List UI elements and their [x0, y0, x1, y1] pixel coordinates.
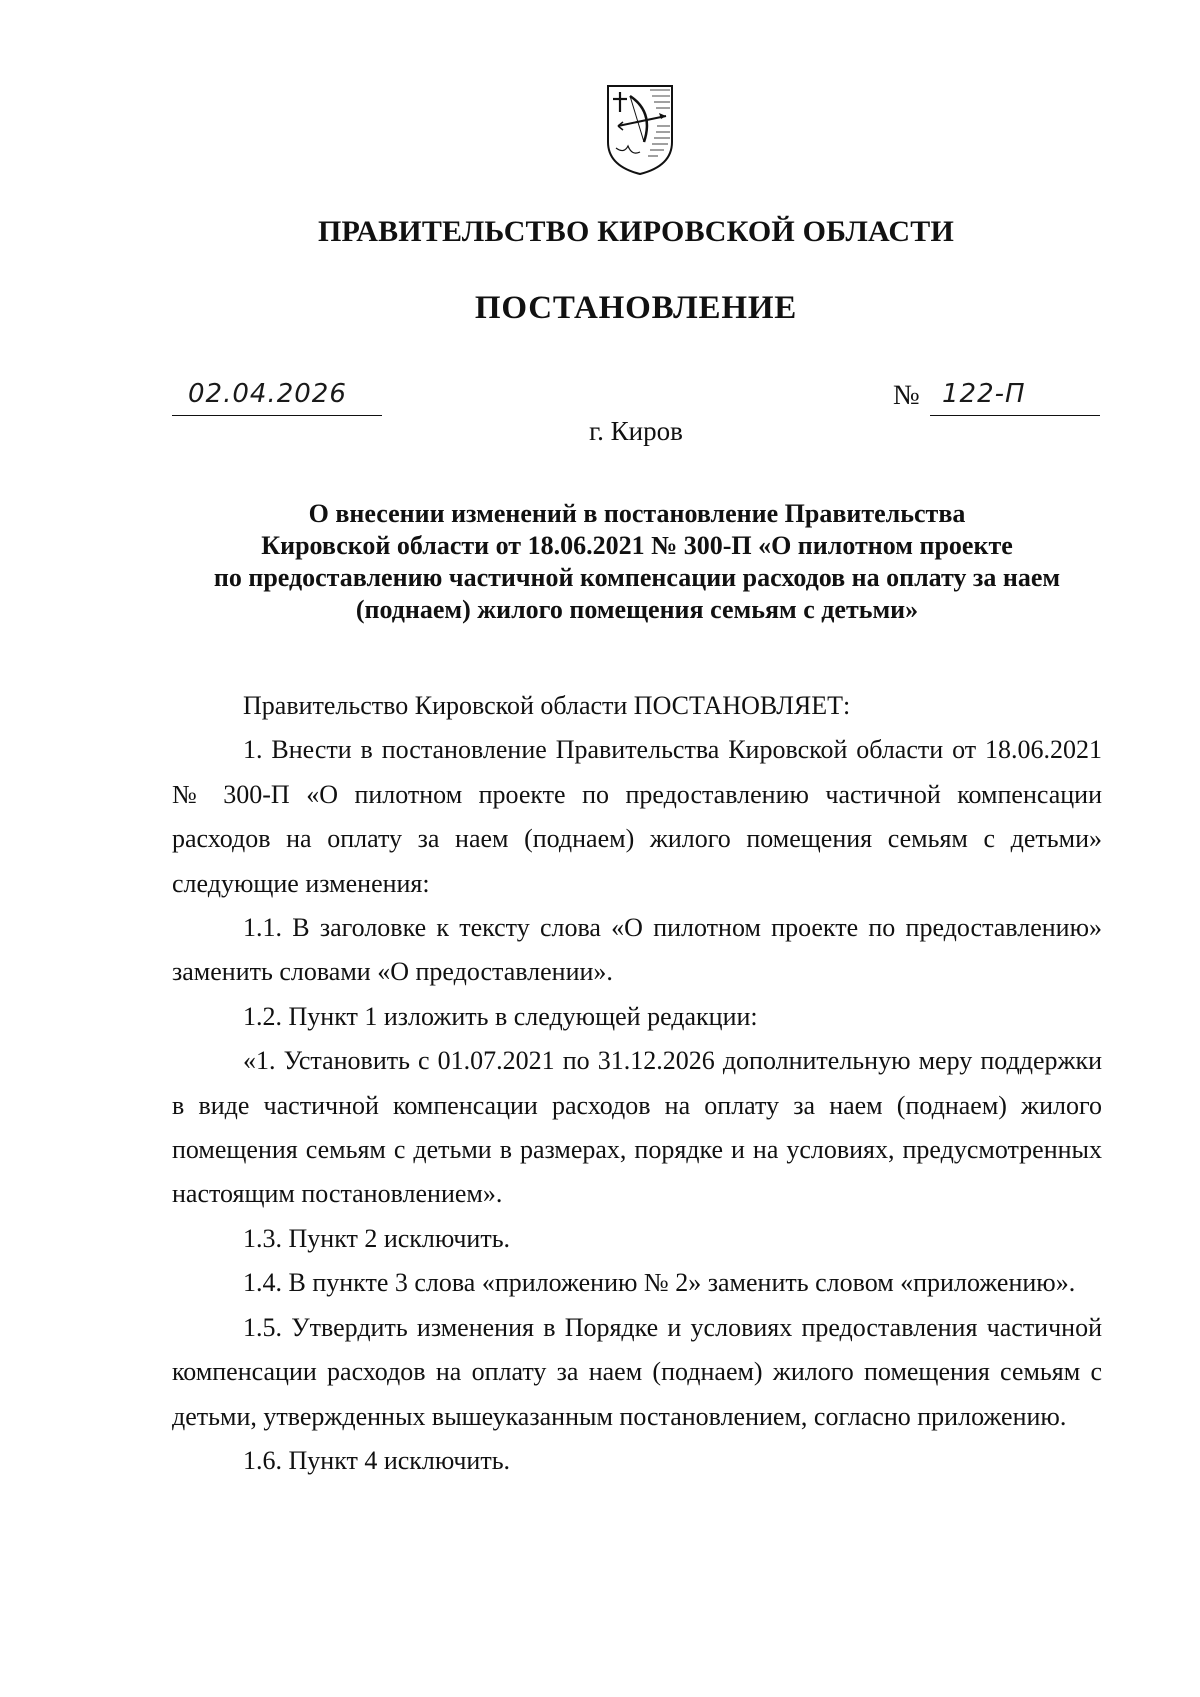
date-field — [172, 379, 382, 416]
number-field — [930, 379, 1100, 416]
government-title: ПРАВИТЕЛЬСТВО КИРОВСКОЙ ОБЛАСТИ — [318, 215, 954, 248]
body-paragraph: 1.5. Утвердить изменения в Порядке и условиях предоставления частичной компенсации расходов на оплату за наем (поднаем) жилого помещения семьям с детьми, утвержденных вышеуказанным постановлением, согласно приложению. — [172, 1312, 1102, 1431]
body-paragraph: 1.4. В пункте 3 слова «приложению № 2» заменить словом «приложению». — [243, 1268, 1076, 1298]
body-paragraph: 1.1. В заголовке к тексту слова «О пилотном проекте по предоставлению» заменить словами «О предоставлении». — [172, 913, 1102, 987]
preamble-paragraph: Правительство Кировской области ПОСТАНОВЛЯЕТ: — [243, 691, 851, 720]
subject-line: по предоставлению частичной компенсации расходов на оплату за наем — [213, 563, 1061, 592]
document-type-title: ПОСТАНОВЛЕНИЕ — [474, 290, 798, 326]
coat-of-arms-icon — [604, 82, 676, 178]
subject-line: О внесении изменений в постановление Правительства — [308, 499, 966, 528]
body-paragraph: «1. Установить с 01.07.2021 по 31.12.2026 дополнительную меру поддержки в виде частичной компенсации расходов на оплату за наем (поднаем) жилого помещения семьям с детьми в размерах, порядке и на условиях, предусмотренных настоящим постановлением». — [172, 1046, 1102, 1209]
subject-line: Кировской области от 18.06.2021 № 300-П «О пилотном проекте — [261, 531, 1013, 560]
document-body — [172, 684, 1102, 1483]
city-name: г. Киров — [589, 416, 683, 446]
date-value: 02.04.2026 — [188, 379, 347, 409]
document-subject — [172, 498, 1102, 626]
subject-line: (поднаем) жилого помещения семьям с детьми» — [355, 595, 919, 624]
body-paragraph: 1.3. Пункт 2 исключить. — [243, 1223, 511, 1253]
body-paragraph: 1.2. Пункт 1 изложить в следующей редакции: — [243, 1001, 758, 1031]
number-value: 122-П — [942, 379, 1026, 409]
body-paragraph: 1.6. Пункт 4 исключить. — [243, 1445, 511, 1475]
body-paragraph: 1. Внести в постановление Правительства Кировской области от 18.06.2021 № 300-П «О пилотном проекте по предоставлению частичной компенсации расходов на оплату за наем (поднаем) жилого помещения семьям с детьми» следующие изменения: — [172, 735, 1102, 898]
number-label: № — [893, 380, 920, 411]
